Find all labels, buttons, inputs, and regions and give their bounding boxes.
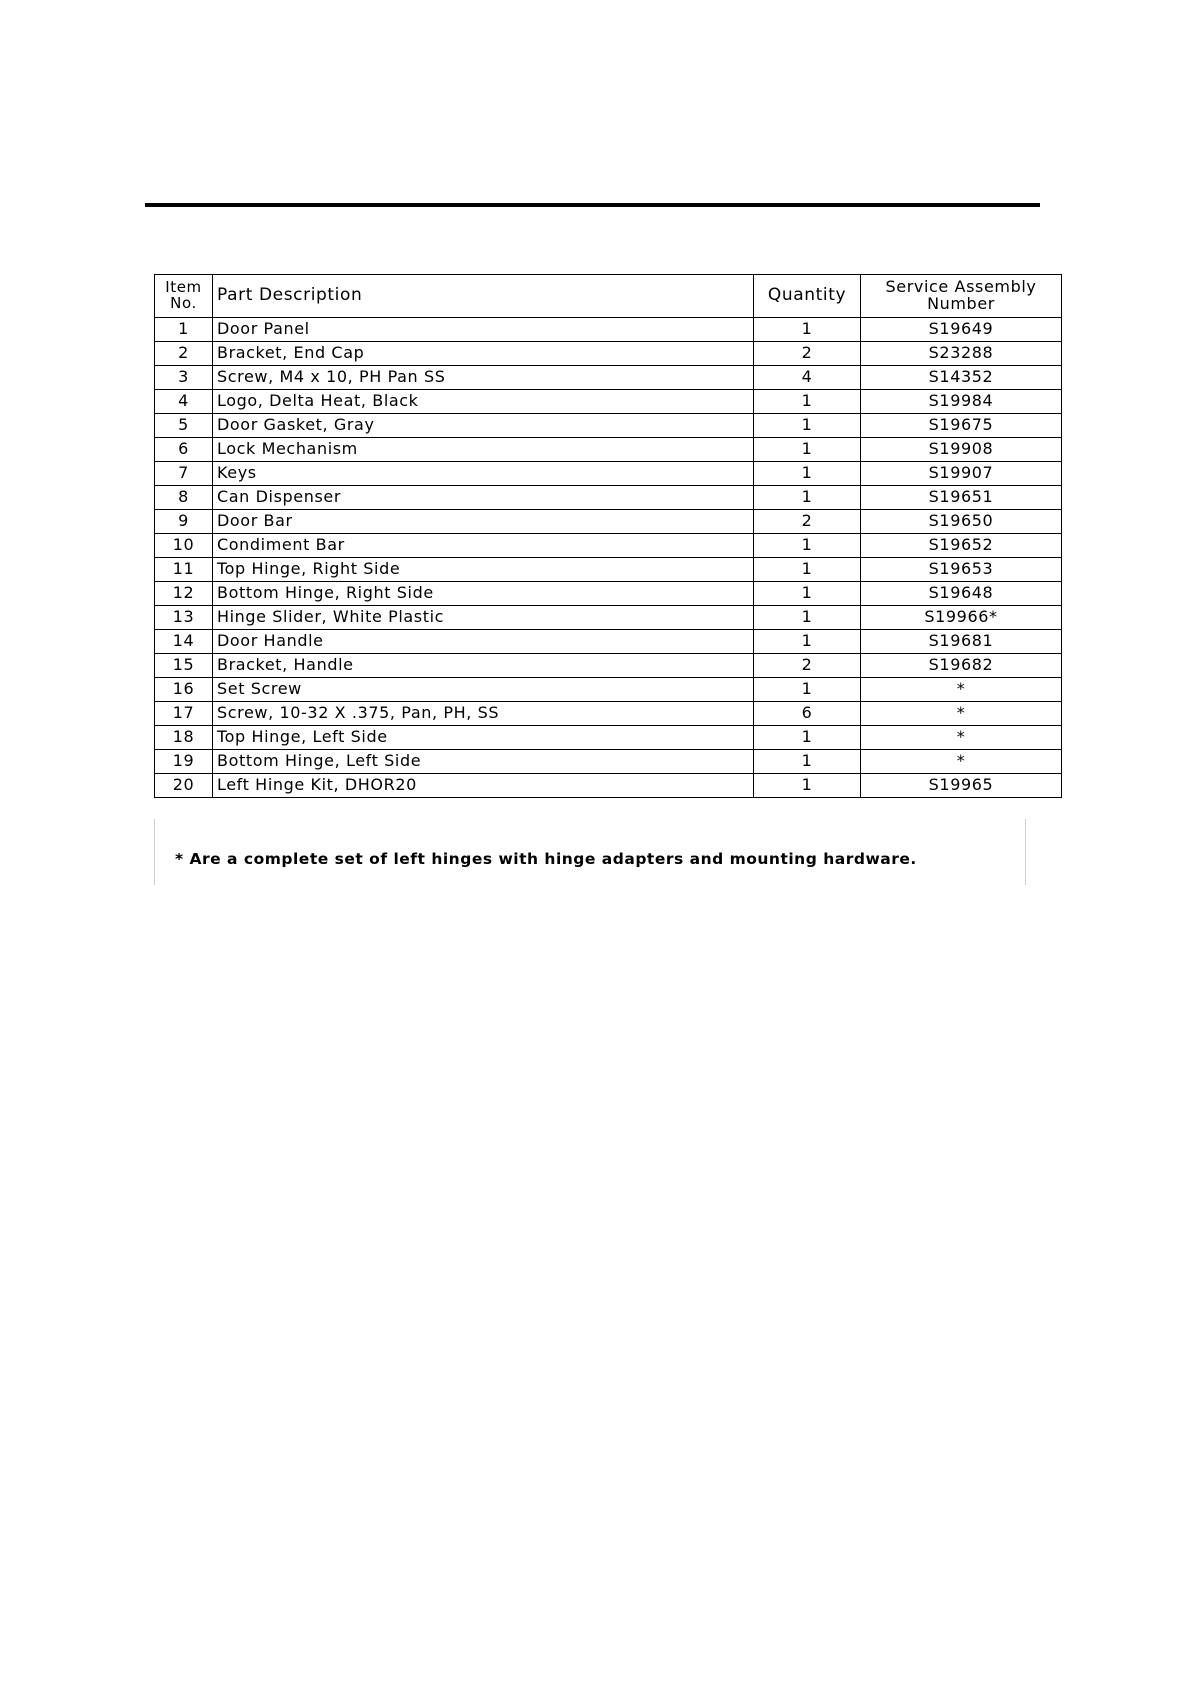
cell-part-description: Door Handle — [213, 630, 754, 654]
cell-part-description: Screw, M4 x 10, PH Pan SS — [213, 366, 754, 390]
cell-part-description: Door Bar — [213, 510, 754, 534]
table-row — [155, 390, 1062, 414]
table-row — [155, 486, 1062, 510]
cell-quantity: 6 — [754, 702, 861, 726]
cell-quantity: 2 — [754, 510, 861, 534]
cell-quantity: 1 — [754, 678, 861, 702]
table-row — [155, 654, 1062, 678]
footnote-text: * Are a complete set of left hinges with hinge adapters and mounting hardware. — [175, 850, 917, 868]
cell-service-number: S19675 — [861, 414, 1062, 438]
cell-item-number: 6 — [155, 438, 213, 462]
cell-part-description: Lock Mechanism — [213, 438, 754, 462]
table-row — [155, 414, 1062, 438]
cell-quantity: 1 — [754, 390, 861, 414]
cell-item-number: 20 — [155, 774, 213, 798]
cell-service-number: S19965 — [861, 774, 1062, 798]
cell-item-number: 11 — [155, 558, 213, 582]
table-row — [155, 510, 1062, 534]
cell-item-number: 8 — [155, 486, 213, 510]
cell-service-number: * — [861, 702, 1062, 726]
cell-quantity: 1 — [754, 462, 861, 486]
cell-service-number: S23288 — [861, 342, 1062, 366]
table-row — [155, 726, 1062, 750]
cell-item-number: 13 — [155, 606, 213, 630]
cell-service-number: S19984 — [861, 390, 1062, 414]
cell-item-number: 14 — [155, 630, 213, 654]
cell-quantity: 1 — [754, 726, 861, 750]
header-part-description: Part Description — [213, 275, 754, 318]
cell-service-number: S19651 — [861, 486, 1062, 510]
cell-part-description: Left Hinge Kit, DHOR20 — [213, 774, 754, 798]
cell-quantity: 1 — [754, 318, 861, 342]
cell-service-number: S19650 — [861, 510, 1062, 534]
cell-quantity: 1 — [754, 438, 861, 462]
parts-list-table — [154, 274, 1062, 798]
cell-item-number: 3 — [155, 366, 213, 390]
top-divider-rule — [145, 203, 1040, 207]
cell-part-description: Hinge Slider, White Plastic — [213, 606, 754, 630]
table-row — [155, 630, 1062, 654]
cell-part-description: Bottom Hinge, Right Side — [213, 582, 754, 606]
header-item-line1: Item — [165, 278, 202, 297]
cell-service-number: * — [861, 750, 1062, 774]
cell-quantity: 1 — [754, 414, 861, 438]
cell-part-description: Door Gasket, Gray — [213, 414, 754, 438]
cell-service-number: S19908 — [861, 438, 1062, 462]
cell-quantity: 1 — [754, 750, 861, 774]
table-row — [155, 438, 1062, 462]
cell-quantity: 2 — [754, 654, 861, 678]
cell-item-number: 1 — [155, 318, 213, 342]
table-row — [155, 462, 1062, 486]
cell-service-number: S19652 — [861, 534, 1062, 558]
cell-service-number: S19966* — [861, 606, 1062, 630]
table-header-row — [155, 275, 1062, 318]
cell-part-description: Keys — [213, 462, 754, 486]
cell-service-number: S19682 — [861, 654, 1062, 678]
table-row — [155, 774, 1062, 798]
cell-part-description: Top Hinge, Right Side — [213, 558, 754, 582]
cell-item-number: 18 — [155, 726, 213, 750]
cell-item-number: 17 — [155, 702, 213, 726]
cell-part-description: Set Screw — [213, 678, 754, 702]
cell-part-description: Door Panel — [213, 318, 754, 342]
table-row — [155, 318, 1062, 342]
footnote-box — [154, 819, 1026, 885]
cell-item-number: 19 — [155, 750, 213, 774]
cell-item-number: 4 — [155, 390, 213, 414]
cell-service-number: S19649 — [861, 318, 1062, 342]
table-row — [155, 558, 1062, 582]
cell-service-number: S19653 — [861, 558, 1062, 582]
header-item-number — [155, 275, 213, 318]
cell-quantity: 1 — [754, 558, 861, 582]
header-quantity: Quantity — [754, 275, 861, 318]
cell-quantity: 1 — [754, 486, 861, 510]
cell-part-description: Top Hinge, Left Side — [213, 726, 754, 750]
cell-service-number: S19648 — [861, 582, 1062, 606]
table-row — [155, 342, 1062, 366]
cell-part-description: Screw, 10-32 X .375, Pan, PH, SS — [213, 702, 754, 726]
cell-part-description: Logo, Delta Heat, Black — [213, 390, 754, 414]
cell-service-number: S14352 — [861, 366, 1062, 390]
cell-item-number: 9 — [155, 510, 213, 534]
header-service-line1: Service Assembly — [885, 277, 1037, 297]
cell-part-description: Can Dispenser — [213, 486, 754, 510]
cell-item-number: 2 — [155, 342, 213, 366]
cell-service-number: * — [861, 726, 1062, 750]
cell-service-number: S19907 — [861, 462, 1062, 486]
cell-service-number: * — [861, 678, 1062, 702]
cell-quantity: 1 — [754, 534, 861, 558]
cell-part-description: Bracket, Handle — [213, 654, 754, 678]
header-item-line2: No. — [170, 294, 197, 312]
header-service-line2: Number — [927, 294, 995, 313]
cell-quantity: 1 — [754, 774, 861, 798]
header-service-assembly-number — [861, 275, 1062, 318]
cell-quantity: 1 — [754, 582, 861, 606]
table-row — [155, 366, 1062, 390]
table-row — [155, 750, 1062, 774]
table-row — [155, 606, 1062, 630]
cell-item-number: 16 — [155, 678, 213, 702]
cell-quantity: 1 — [754, 606, 861, 630]
table-row — [155, 582, 1062, 606]
cell-quantity: 2 — [754, 342, 861, 366]
cell-quantity: 4 — [754, 366, 861, 390]
cell-part-description: Condiment Bar — [213, 534, 754, 558]
cell-part-description: Bracket, End Cap — [213, 342, 754, 366]
cell-item-number: 12 — [155, 582, 213, 606]
cell-item-number: 10 — [155, 534, 213, 558]
table-row — [155, 678, 1062, 702]
cell-item-number: 5 — [155, 414, 213, 438]
cell-item-number: 7 — [155, 462, 213, 486]
table-row — [155, 534, 1062, 558]
cell-quantity: 1 — [754, 630, 861, 654]
cell-part-description: Bottom Hinge, Left Side — [213, 750, 754, 774]
table-row — [155, 702, 1062, 726]
cell-item-number: 15 — [155, 654, 213, 678]
cell-service-number: S19681 — [861, 630, 1062, 654]
